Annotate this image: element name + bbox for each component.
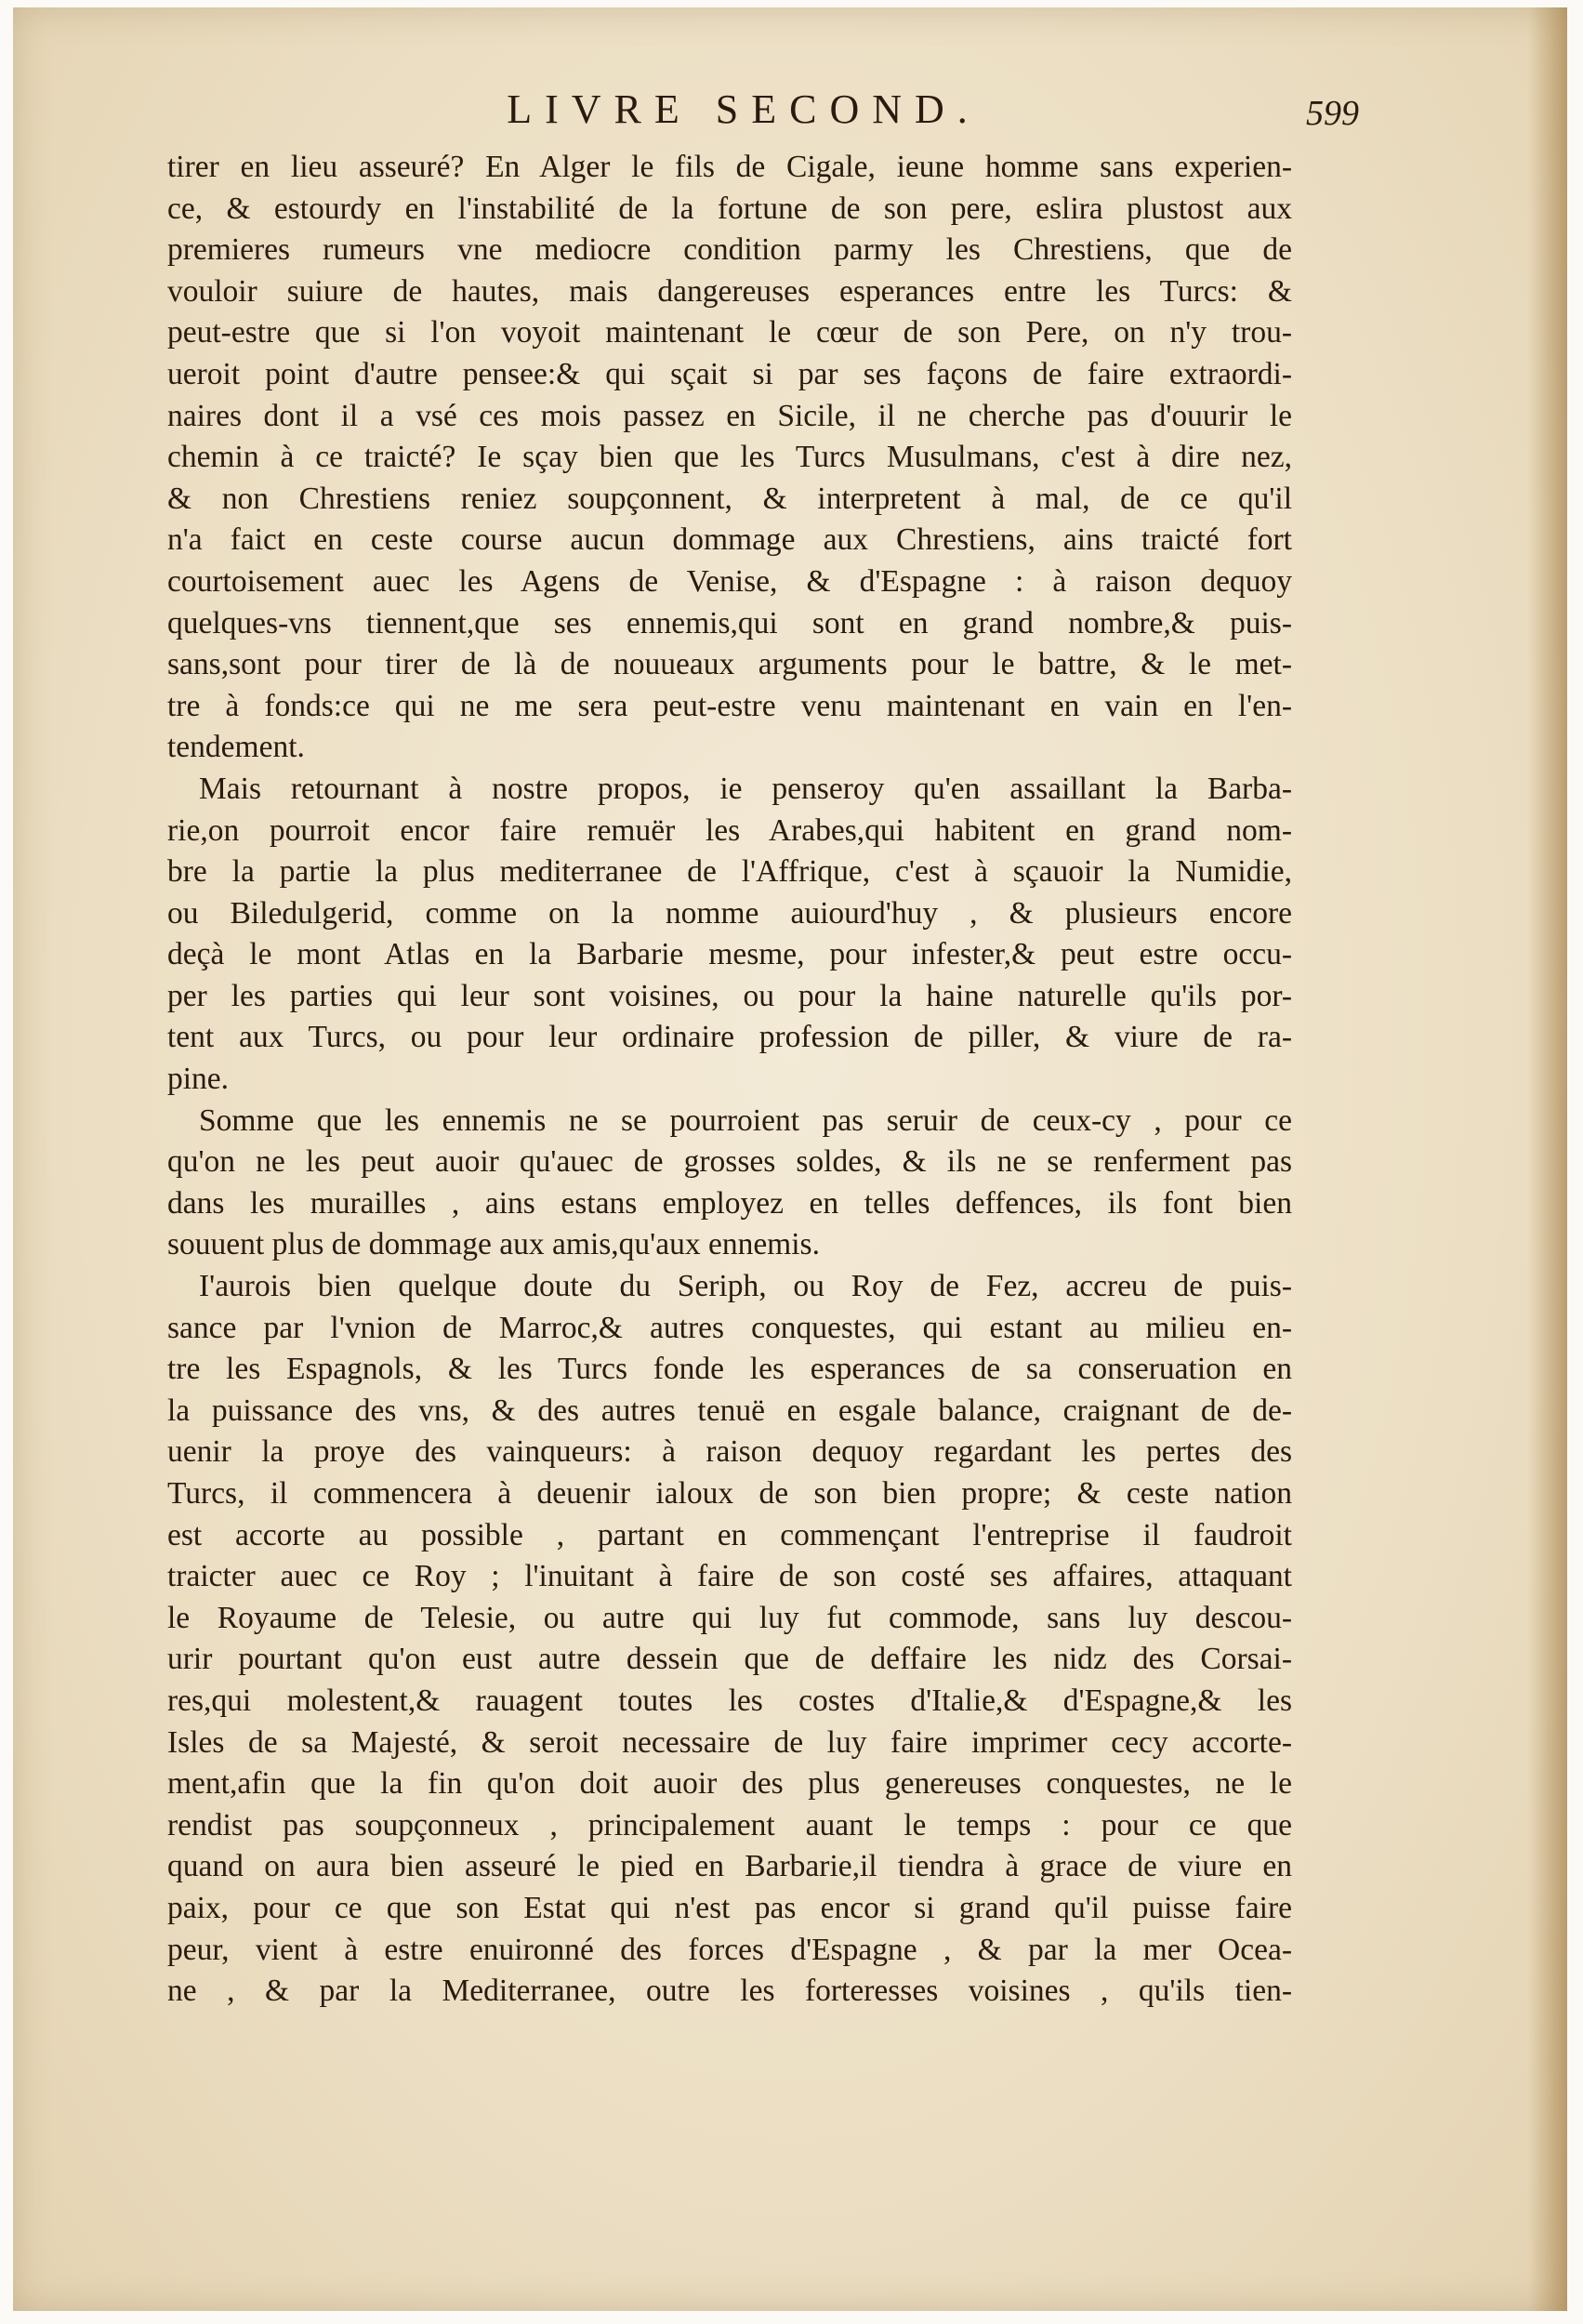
- text-line: pine.: [167, 1062, 230, 1097]
- text-line: chemin à ce traicté? Ie sçay bien que les Turcs Musulmans, c'est à dire nez,: [167, 440, 1292, 475]
- text-line: ne , & par la Mediterranee, outre les forteresses voisines , qu'ils tien-: [167, 1974, 1292, 2009]
- page-number: 599: [1306, 94, 1359, 133]
- text-line: tent aux Turcs, ou pour leur ordinaire profession de piller, & viure de ra-: [167, 1020, 1292, 1055]
- text-line: urir pourtant qu'on eust autre dessein que de deffaire les nidz des Corsai-: [167, 1642, 1292, 1677]
- text-line: souuent plus de dommage aux amis,qu'aux ennemis.: [167, 1227, 820, 1262]
- text-line: premieres rumeurs vne mediocre condition parmy les Chrestiens, que de: [167, 232, 1292, 268]
- text-line: tirer en lieu asseuré? En Alger le fils de Cigale, ieune homme sans experien-: [167, 150, 1292, 184]
- text-line: vouloir suiure de hautes, mais dangereuses esperances entre les Turcs: &: [167, 273, 1292, 309]
- text-line: traicter auec ce Roy ; l'inuitant à faire de son costé ses affaires, attaquant: [167, 1559, 1292, 1594]
- text-line: peut-estre que si l'on voyoit maintenant le cœur de son Pere, on n'y trou-: [167, 315, 1292, 350]
- text-line: quand on aura bien asseuré le pied en Barbarie,il tiendra à grace de viure en: [167, 1849, 1292, 1884]
- text-line: dans les murailles , ains estans employez en telles deffences, ils font bien: [167, 1185, 1292, 1221]
- text-line: peur, vient à estre enuironné des forces d'Espagne , & par la mer Ocea-: [167, 1932, 1292, 1967]
- text-line: uenir la proye des vainqueurs: à raison dequoy regardant les pertes des: [167, 1434, 1292, 1470]
- text-line: Turcs, il commencera à deuenir ialoux de son bien propre; & ceste nation: [167, 1476, 1292, 1511]
- text-line: per les parties qui leur sont voisines, ou pour la haine naturelle qu'ils por-: [167, 978, 1292, 1013]
- text-line: paix, pour ce que son Estat qui n'est pas encor si grand qu'il puisse faire: [167, 1890, 1292, 1925]
- text-line: & non Chrestiens reniez soupçonnent, & interpretent à mal, de ce qu'il: [167, 481, 1292, 516]
- text-line: le Royaume de Telesie, ou autre qui luy fut commode, sans luy descou-: [167, 1600, 1292, 1635]
- body-text: [167, 147, 1292, 2013]
- text-line: rendist pas soupçonneux , principalement auant le temps : pour ce que: [167, 1807, 1292, 1842]
- text-line: Somme que les ennemis ne se pourroient pas seruir de ceux-cy , pour ce: [199, 1103, 1292, 1138]
- text-line: tre à fonds:ce qui ne me sera peut-estre venu maintenant en vain en l'en-: [167, 688, 1292, 723]
- text-line: quelques-vns tiennent,que ses ennemis,qui sont en grand nombre,& puis-: [167, 605, 1292, 640]
- running-title: LIVRE SECOND.: [507, 86, 981, 132]
- text-line: courtoisement auec les Agens de Venise, & d'Espagne : à raison dequoy: [167, 563, 1292, 599]
- text-line: tendement.: [167, 730, 305, 765]
- text-line: ment,afin que la fin qu'on doit auoir des plus genereuses conquestes, ne le: [167, 1766, 1292, 1802]
- text-line: ou Biledulgerid, comme on la nomme auiourd'huy , & plusieurs encore: [167, 895, 1292, 931]
- text-line: qu'on ne les peut auoir qu'auec de grosses soldes, & ils ne se renferment pas: [167, 1144, 1292, 1180]
- text-line: ce, & estourdy en l'instabilité de la fortune de son pere, eslira plustost aux: [167, 191, 1292, 226]
- text-line: bre la partie la plus mediterranee de l'Affrique, c'est à sçauoir la Numidie,: [167, 854, 1292, 890]
- text-line: I'aurois bien quelque doute du Seriph, ou Roy de Fez, accreu de puis-: [199, 1269, 1292, 1304]
- text-line: res,qui molestent,& rauagent toutes les costes d'Italie,& d'Espagne,& les: [167, 1683, 1292, 1718]
- text-line: Mais retournant à nostre propos, ie penseroy qu'en assaillant la Barba-: [199, 771, 1292, 806]
- page-gutter-shadow: [1528, 7, 1567, 2311]
- text-line: sans,sont pour tirer de là de nouueaux arguments pour le battre, & le met-: [167, 647, 1292, 682]
- text-line: tre les Espagnols, & les Turcs fonde les esperances de sa conseruation en: [167, 1352, 1292, 1387]
- text-line: rie,on pourroit encor faire remuër les Arabes,qui habitent en grand nom-: [167, 812, 1292, 848]
- text-line: n'a faict en ceste course aucun dommage aux Chrestiens, ains traicté fort: [167, 522, 1292, 558]
- text-line: sance par l'vnion de Marroc,& autres conquestes, qui estant au milieu en-: [167, 1310, 1292, 1345]
- text-line: Isles de sa Majesté, & seroit necessaire de luy faire imprimer cecy accorte-: [167, 1724, 1292, 1760]
- text-line: deçà le mont Atlas en la Barbarie mesme, pour infester,& peut estre occu-: [167, 937, 1292, 972]
- text-line: naires dont il a vsé ces mois passez en Sicile, il ne cherche pas d'ouurir le: [167, 398, 1292, 433]
- text-line: la puissance des vns, & des autres tenuë en esgale balance, craignant de de-: [167, 1393, 1292, 1428]
- text-line: est accorte au possible , partant en commençant l'entreprise il faudroit: [167, 1517, 1292, 1552]
- text-line: ueroit point d'autre pensee:& qui sçait si par ses façons de faire extraordi-: [167, 356, 1292, 391]
- running-head: [167, 86, 1359, 141]
